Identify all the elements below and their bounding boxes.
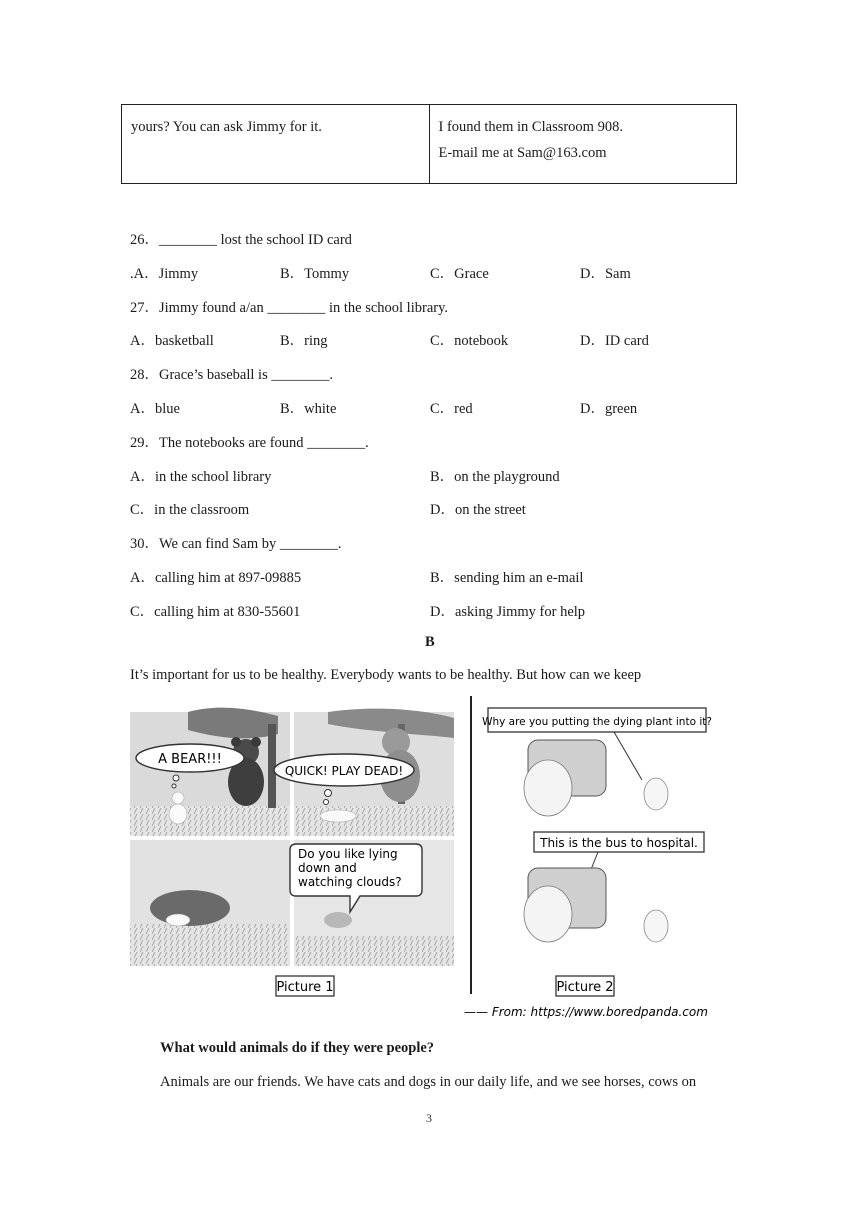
- notice-cell-right: [429, 105, 737, 184]
- q30-option-c: C．calling him at 830-55601: [130, 604, 301, 620]
- q26-option-a: .A．Jimmy: [130, 266, 199, 282]
- q28-option-a: A．blue: [130, 401, 180, 417]
- notice-cell-left: [122, 105, 430, 184]
- q26-option-c: C．Grace: [430, 266, 489, 282]
- picture-2: [464, 708, 712, 1019]
- notice-left-text: yours? You can ask Jimmy for it.: [131, 119, 322, 135]
- picture-1: [130, 708, 454, 996]
- bubble-3-line-3: watching clouds?: [298, 875, 402, 889]
- q27-option-b: B．ring: [280, 333, 328, 349]
- q30-option-a: A．calling him at 897-09885: [130, 570, 302, 586]
- section-b-label: B: [425, 634, 435, 650]
- section-b-intro: It’s important for us to be healthy. Everybody wants to be healthy. But how can we keep: [130, 667, 642, 683]
- question-30-stem: 30．We can find Sam by ________.: [130, 536, 342, 552]
- q29-option-c: C．in the classroom: [130, 502, 250, 518]
- q28-option-d: D．green: [580, 401, 638, 417]
- q30-option-b: B．sending him an e-mail: [430, 570, 584, 586]
- q29-option-d: D．on the street: [430, 502, 526, 518]
- notice-right-line2: E-mail me at Sam@163.com: [438, 145, 607, 161]
- bubble-3-line-2: down and: [298, 861, 357, 875]
- q28-option-b: B．white: [280, 401, 337, 417]
- picture-2-text-2: This is the bus to hospital.: [540, 836, 698, 850]
- q28-option-c: C．red: [430, 401, 473, 417]
- picture-2-text-1: Why are you putting the dying plant into it?: [482, 716, 712, 728]
- bubble-3-line-1: Do you like lying: [298, 847, 398, 861]
- q29-option-a: A．in the school library: [130, 469, 272, 485]
- bubble-1-text: A BEAR!!!: [158, 752, 222, 767]
- question-27-stem: 27．Jimmy found a/an ________ in the school library.: [130, 300, 449, 316]
- caption-picture-2: Picture 2: [556, 980, 614, 995]
- question-26-stem: 26．________ lost the school ID card: [130, 232, 352, 248]
- question-28-stem: 28．Grace’s baseball is ________.: [130, 367, 333, 383]
- notice-table: [121, 104, 737, 184]
- passage-paragraph: Animals are our friends. We have cats and dogs in our daily life, and we see horses, cows on: [160, 1074, 697, 1090]
- q29-option-b: B．on the playground: [430, 469, 560, 485]
- question-29-stem: 29．The notebooks are found ________.: [130, 435, 369, 451]
- passage-heading: What would animals do if they were people?: [160, 1040, 435, 1056]
- page-number: 3: [426, 1111, 432, 1125]
- q27-option-a: A．basketball: [130, 333, 214, 349]
- notice-right-line1: I found them in Classroom 908.: [438, 119, 623, 135]
- q27-option-d: D．ID card: [580, 333, 649, 349]
- q30-option-d: D．asking Jimmy for help: [430, 604, 586, 620]
- q26-option-d: D．Sam: [580, 266, 631, 282]
- bubble-2-text: QUICK! PLAY DEAD!: [284, 764, 404, 778]
- caption-picture-1: Picture 1: [276, 980, 334, 995]
- cartoon-figure: [128, 694, 736, 1024]
- q26-option-b: B．Tommy: [280, 266, 350, 282]
- figure-source: —— From: https://www.boredpanda.com: [464, 1005, 708, 1019]
- q27-option-c: C．notebook: [430, 333, 509, 349]
